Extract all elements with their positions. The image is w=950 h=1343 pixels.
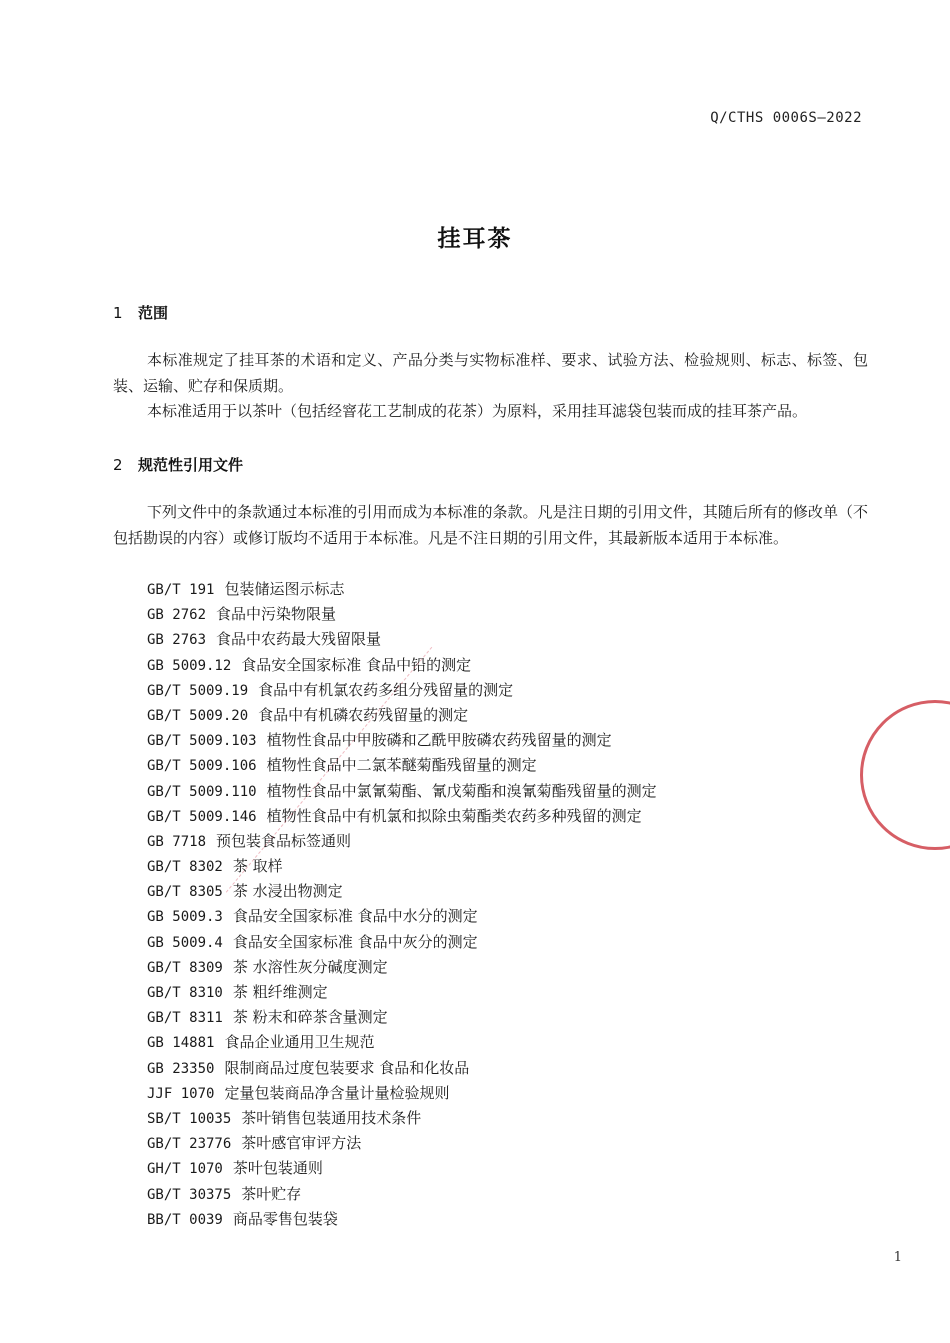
reference-code: GB 2762: [147, 607, 207, 624]
reference-title: 食品中农药最大残留限量: [216, 630, 382, 649]
page-number: 1: [893, 1250, 902, 1265]
reference-item: [147, 602, 657, 627]
reference-item: [147, 753, 657, 778]
reference-item: [147, 1131, 657, 1156]
reference-item: [147, 1182, 657, 1207]
reference-title: 茶叶销售包装通用技术条件: [241, 1108, 422, 1127]
reference-title: 食品企业通用卫生规范: [224, 1033, 375, 1052]
reference-item: [147, 930, 657, 955]
reference-code: GB/T 8302: [147, 859, 223, 876]
reference-code: GB 5009.4: [147, 934, 223, 951]
reference-title: 植物性食品中甲胺磷和乙酰甲胺磷农药残留量的测定: [266, 731, 612, 750]
reference-item: [147, 1207, 657, 1232]
reference-title: 食品安全国家标准 食品中灰分的测定: [232, 932, 478, 951]
section-heading-normative-references: [113, 454, 243, 475]
reference-title: 食品安全国家标准 食品中水分的测定: [232, 907, 478, 926]
reference-title: 茶 取样: [232, 857, 283, 876]
section-number: 1: [113, 304, 123, 322]
reference-item: [147, 703, 657, 728]
scope-paragraph-1: 本标准规定了挂耳茶的术语和定义、产品分类与实物标准样、要求、试验方法、检验规则、标志、标签、包装、运输、贮存和保质期。: [113, 351, 868, 395]
reference-title: 茶 粗纤维测定: [232, 983, 328, 1001]
reference-code: GB/T 5009.19: [147, 682, 249, 699]
document-title: 挂耳茶: [437, 226, 513, 252]
reference-item: [147, 804, 657, 829]
reference-title: 限制商品过度包装要求 食品和化妆品: [224, 1058, 470, 1077]
reference-item: [147, 577, 657, 602]
reference-item: [147, 904, 657, 929]
reference-title: 植物性食品中氯氰菊酯、氰戊菊酯和溴氰菊酯残留量的测定: [266, 781, 657, 800]
reference-item: [147, 653, 657, 678]
section-heading-scope: [113, 302, 168, 323]
reference-item: [147, 829, 657, 854]
reference-item: [147, 627, 657, 652]
reference-item: [147, 1156, 657, 1181]
reference-code: GB/T 191: [147, 582, 215, 598]
reference-code: GB/T 5009.20: [147, 707, 249, 724]
reference-item: [147, 728, 657, 753]
reference-code: GB 14881: [147, 1035, 215, 1052]
reference-title: 包装储运图示标志: [224, 580, 345, 598]
reference-title: 预包装食品标签通则: [216, 831, 352, 850]
reference-item: [147, 1081, 657, 1106]
reference-code: GB 5009.3: [147, 909, 223, 926]
reference-item: [147, 980, 657, 1005]
reference-title: 商品零售包装袋: [232, 1209, 338, 1228]
scope-paragraph-2: 本标准适用于以茶叶（包括经窨花工艺制成的花茶）为原料，采用挂耳滤袋包装而成的挂耳茶产品。: [147, 402, 808, 420]
section-title: 规范性引用文件: [138, 456, 244, 474]
reference-code: GB/T 5009.110: [147, 783, 257, 800]
reference-title: 食品中有机磷农药残留量的测定: [258, 705, 469, 724]
reference-code: GH/T 1070: [147, 1161, 223, 1178]
reference-code: BB/T 0039: [147, 1211, 223, 1228]
reference-code: GB/T 30375: [147, 1186, 232, 1203]
section-title: 范围: [138, 304, 169, 322]
standard-code: Q/CTHS 0006S—2022: [710, 110, 862, 126]
reference-code: GB 2763: [147, 632, 207, 649]
reference-code: GB/T 23776: [147, 1136, 232, 1153]
reference-item: [147, 1005, 657, 1030]
reference-list: [147, 577, 657, 1232]
reference-code: GB/T 5009.103: [147, 733, 257, 750]
reference-item: [147, 1106, 657, 1131]
reference-item: [147, 779, 657, 804]
reference-code: GB 7718: [147, 833, 207, 850]
reference-item: [147, 854, 657, 879]
reference-title: 茶叶贮存: [241, 1184, 302, 1203]
reference-code: GB/T 8309: [147, 959, 223, 976]
reference-code: GB 5009.12: [147, 657, 232, 674]
reference-title: 定量包装商品净含量计量检验规则: [224, 1083, 450, 1102]
reference-title: 植物性食品中有机氯和拟除虫菊酯类农药多种残留的测定: [266, 806, 642, 825]
reference-code: GB/T 5009.146: [147, 808, 257, 825]
company-seal: [860, 700, 950, 850]
reference-code: SB/T 10035: [147, 1110, 232, 1127]
reference-item: [147, 1030, 657, 1055]
reference-title: 食品中有机氯农药多组分残留量的测定: [258, 680, 514, 699]
reference-code: GB/T 8311: [147, 1010, 223, 1027]
reference-title: 植物性食品中二氯苯醚菊酯残留量的测定: [266, 756, 537, 775]
reference-code: GB/T 8305: [147, 884, 223, 901]
reference-title: 茶叶感官审评方法: [241, 1134, 362, 1153]
section-number: 2: [113, 456, 123, 474]
reference-code: GB/T 5009.106: [147, 758, 257, 775]
reference-code: JJF 1070: [147, 1085, 215, 1102]
reference-title: 茶 粉末和碎茶含量测定: [232, 1008, 388, 1027]
references-intro-paragraph: 下列文件中的条款通过本标准的引用而成为本标准的条款。凡是注日期的引用文件，其随后所有的修改单（不包括勘误的内容）或修订版均不适用于本标准。凡是不注日期的引用文件，其最新版本适用于本标准。: [113, 503, 868, 547]
reference-title: 茶叶包装通则: [232, 1159, 323, 1178]
reference-item: [147, 1056, 657, 1081]
reference-title: 食品中污染物限量: [216, 605, 337, 624]
reference-title: 茶 水浸出物测定: [232, 882, 343, 901]
reference-code: GB/T 8310: [147, 985, 223, 1001]
reference-title: 食品安全国家标准 食品中铅的测定: [241, 655, 472, 674]
reference-item: [147, 879, 657, 904]
reference-code: GB 23350: [147, 1060, 215, 1077]
reference-title: 茶 水溶性灰分碱度测定: [232, 957, 388, 976]
reference-item: [147, 955, 657, 980]
